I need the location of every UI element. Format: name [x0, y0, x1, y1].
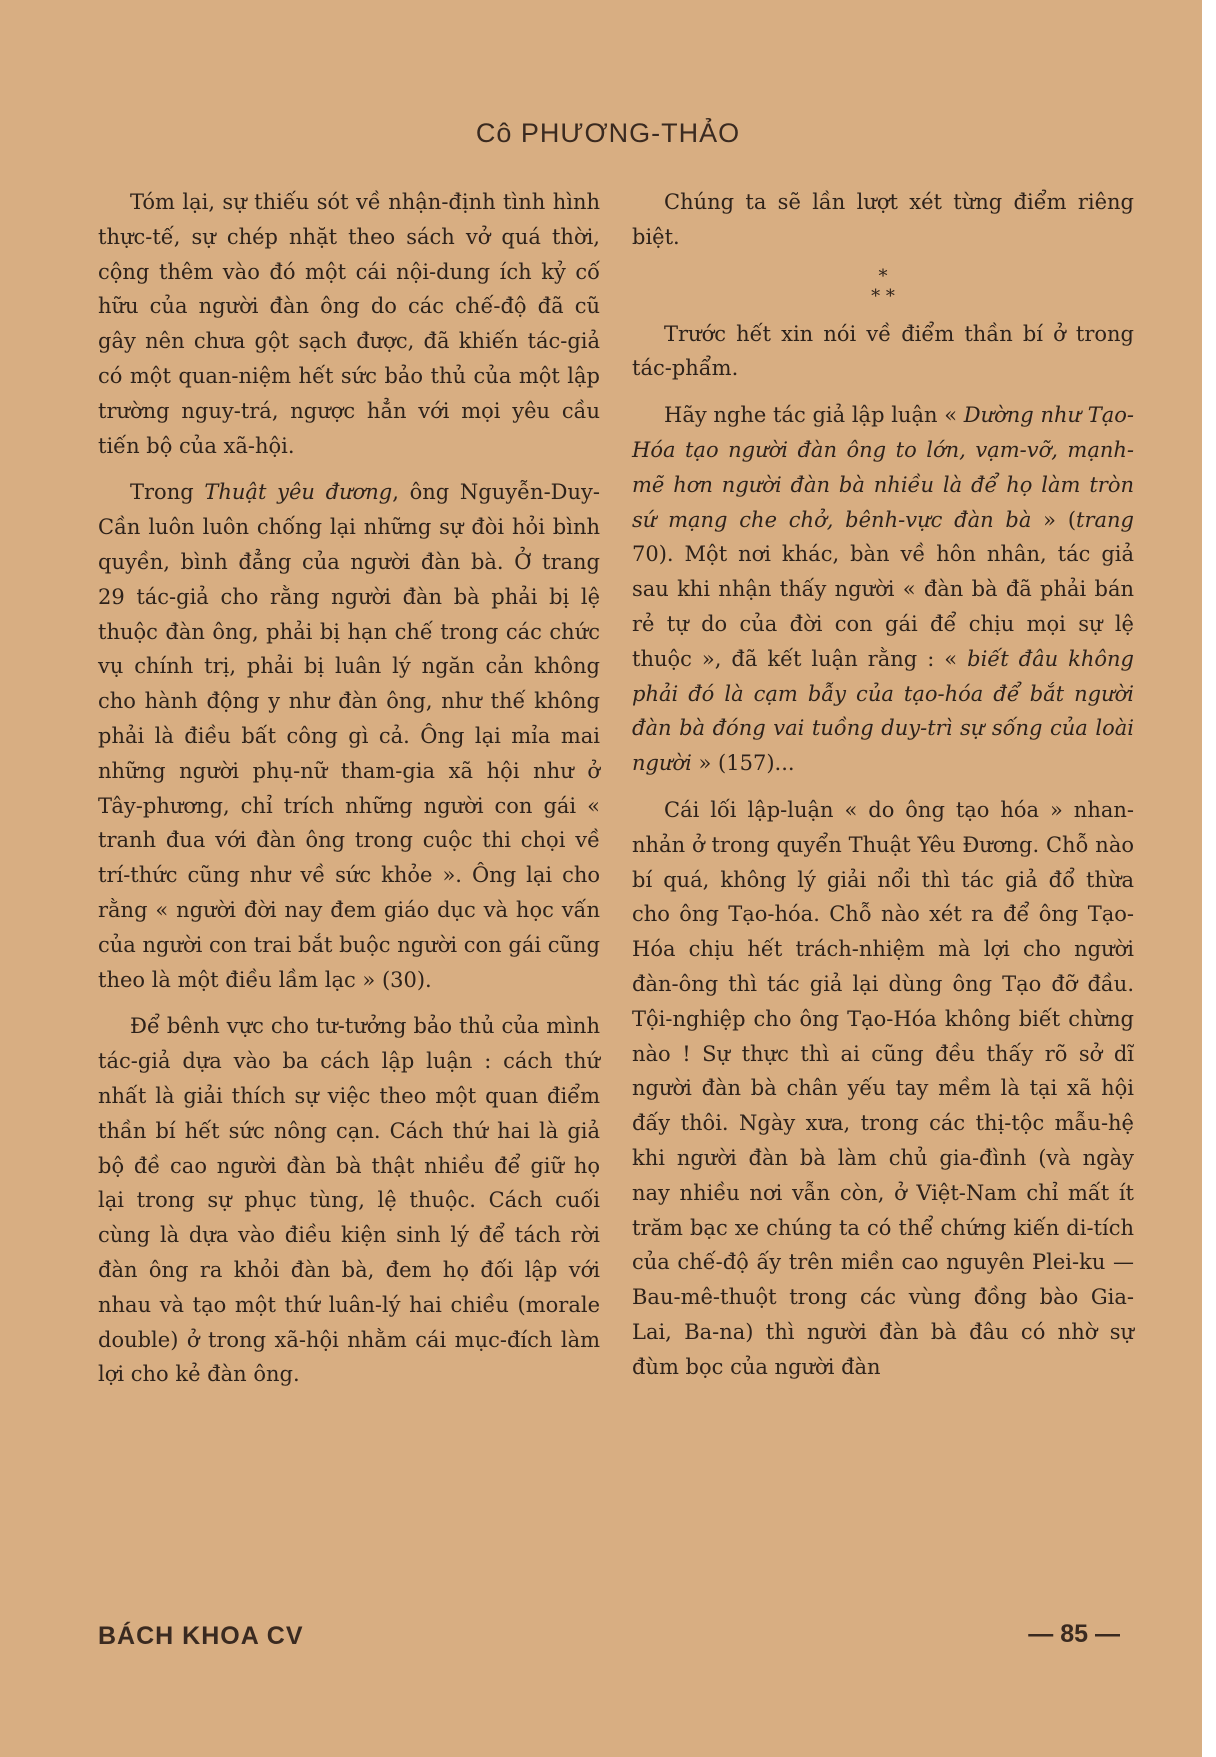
page-number: — 85 —	[1028, 1620, 1120, 1648]
paragraph: Trước hết xin nói về điểm thần bí ở trong tác-phẩm.	[632, 321, 1134, 381]
left-column	[98, 185, 600, 1404]
paragraph: Tóm lại, sự thiếu sót về nhận-định tình hình thực-tế, sự chép nhặt theo sách vở quá thời, cộng thêm vào đó một cái nội-dung ích kỷ cố hữu của người đàn ông do các chế-độ đã cũ gây nên chưa gột sạch được, đã khiến tác-giả có một quan-niệm hết sức bảo thủ của một lập trường nguy-trá, ngược hẳn với mọi yêu cầu tiến bộ của xã-hội.	[98, 190, 600, 458]
paragraph: Trong Thuật yêu đương, ông Nguyễn-Duy-Cần luôn luôn chống lại những sự đòi hỏi bình quyền, bình đẳng của người đàn bà. Ở trang 29 tác-giả cho rằng người đàn bà phải bị lệ thuộc đàn ông, phải bị hạn chế trong các chức vụ chính trị, phải bị luân lý ngăn cản không cho hành động y như đàn ông, như thế không phải là điều bất công gì cả. Ông lại mỉa mai những người phụ-nữ tham-gia xã hội như ở Tây-phương, chỉ trích những người con gái « tranh đua với đàn ông trong cuộc thi chọi về trí-thức cũng như về sức khỏe ». Ông lại cho rằng « người đời nay đem giáo dục và học vấn của người con trai bắt buộc người con gái cũng theo là một điều lầm lạc » (30).	[98, 480, 600, 992]
running-header: Cô PHƯƠNG-THẢO	[475, 118, 741, 148]
section-separator: * * *	[871, 265, 895, 307]
right-column	[632, 185, 1134, 1397]
paragraph: Cái lối lập-luận « do ông tạo hóa » nhan-nhản ở trong quyển Thuật Yêu Đương. Chỗ nào bí quá, không lý giải nổi thì tác giả đổ thừa cho ông Tạo-hóa. Chỗ nào xét ra để ông Tạo-Hóa chịu hết trách-nhiệm mà lợi cho người đàn-ông thì tác giả lại dùng ông Tạo đỡ đầu. Tội-nghiệp cho ông Tạo-Hóa không biết chừng nào ! Sự thực thì ai cũng đều thấy rõ sở dĩ người đàn bà chân yếu tay mềm là tại xã hội đấy thôi. Ngày xưa, trong các thị-tộc mẫu-hệ khi người đàn bà làm chủ gia-đình (và ngày nay nhiều nơi vẫn còn, ở Việt-Nam chỉ mất ít trăm bạc xe chúng ta có thể chứng kiến di-tích của chế-độ ấy trên miền cao nguyên Plei-ku — Bau-mê-thuột trong các vùng đồng bào Gia-Lai, Ba-na) thì người đàn bà đâu có nhờ sự đùm bọc của người đàn	[632, 797, 1134, 1379]
paragraph: Hãy nghe tác giả lập luận « Dường như Tạo-Hóa tạo người đàn ông to lớn, vạm-vỡ, mạnh-mẽ hơn người đàn bà nhiều là để họ làm tròn sứ mạng che chở, bênh-vực đàn bà » (trang 70). Một nơi khác, bàn về hôn nhân, tác giả sau khi nhận thấy người « đàn bà đã phải bán rẻ tự do của đời con gái để chịu mọi sự lệ thuộc », đã kết luận rằng : « biết đâu không phải đó là cạm bẫy của tạo-hóa để bắt người đàn bà đóng vai tuồng duy-trì sự sống của loài người » (157)...	[632, 403, 1134, 776]
magazine-name: BÁCH KHOA CV	[98, 1622, 304, 1650]
paragraph: Để bênh vực cho tư-tưởng bảo thủ của mình tác-giả dựa vào ba cách lập luận : cách thứ nhất là giải thích sự việc theo một quan điểm thần bí hết sức nông cạn. Cách thứ hai là giả bộ đề cao người đàn bà thật nhiều để giữ họ lại trong sự phục tùng, lệ thuộc. Cách cuối cùng là dựa vào điều kiện sinh lý để tách rời đàn ông ra khỏi đàn bà, đem họ đối lập với nhau và tạo một thứ luân-lý hai chiều (morale double) ở trong xã-hội nhằm cái mục-đích làm lợi cho kẻ đàn ông.	[98, 1014, 600, 1387]
quotation: Dường như Tạo-Hóa tạo người đàn ông to lớn, vạm-vỡ, mạnh-mẽ hơn người đàn bà nhiều là để họ làm tròn sứ mạng che chở, bênh-vực đàn bà	[632, 403, 1134, 532]
quotation: biết đâu không phải đó là cạm bẫy của tạo-hóa để bắt người đàn bà đóng vai tuồng duy-trì sự sống của loài người	[632, 646, 1134, 776]
book-title: Thuật yêu đương	[204, 480, 393, 505]
paragraph: Chúng ta sẽ lần lượt xét từng điểm riêng biệt.	[632, 190, 1134, 249]
